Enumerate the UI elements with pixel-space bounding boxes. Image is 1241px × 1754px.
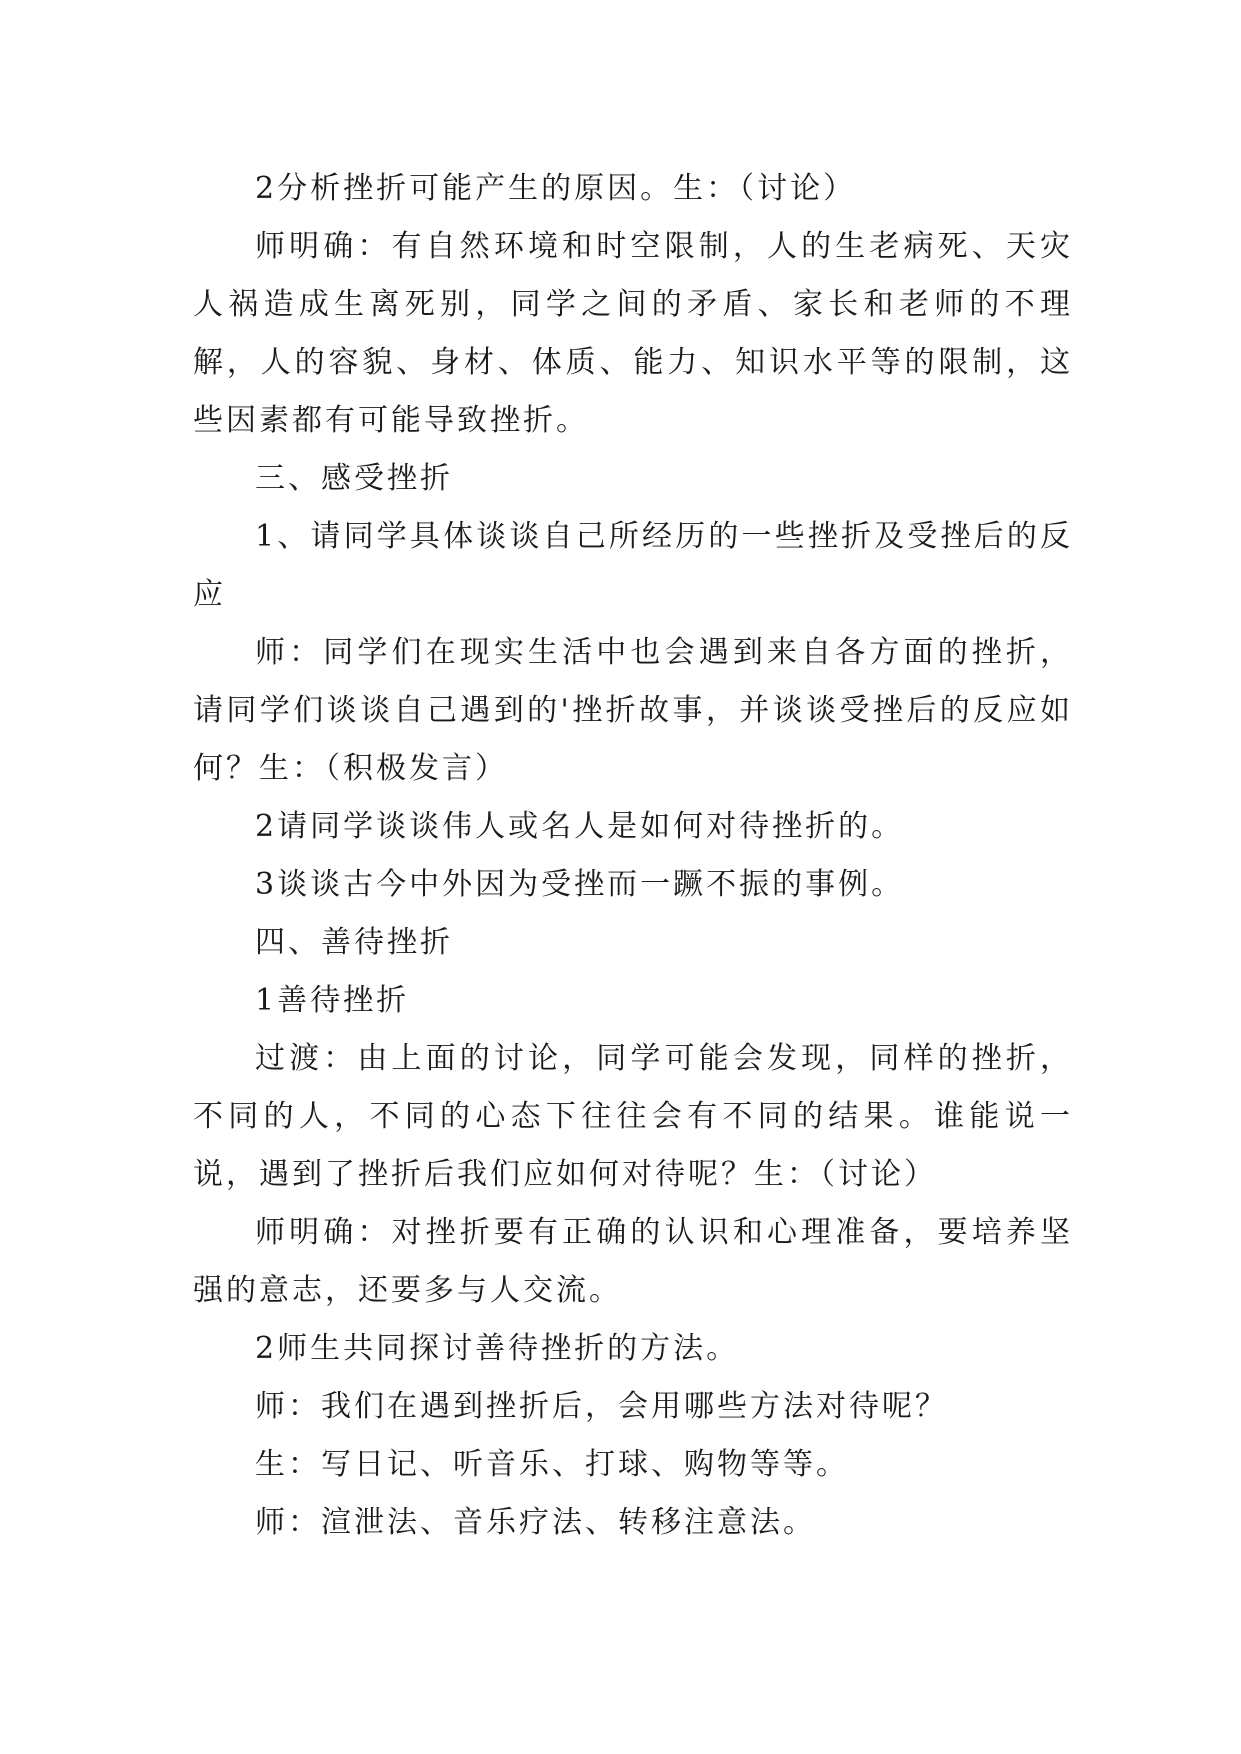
paragraph: 2师生共同探讨善待挫折的方法。 (255, 1331, 740, 1366)
section-heading: 三、感受挫折 (255, 461, 453, 496)
paragraph: 师：同学们在现实生活中也会遇到来自各方面的挫折，请同学们谈谈自己遇到的'挫折故事，并谈谈受挫后的反应如何？生：（积极发言） (193, 635, 1073, 786)
paragraph: 师：渲泄法、音乐疗法、转移注意法。 (255, 1505, 816, 1540)
paragraph: 1、请同学具体谈谈自己所经历的一些挫折及受挫后的反应 (193, 519, 1073, 612)
document-body (193, 160, 1073, 1552)
paragraph: 过渡：由上面的讨论，同学可能会发现，同样的挫折，不同的人，不同的心态下往往会有不同的结果。谁能说一说，遇到了挫折后我们应如何对待呢？生：（讨论） (193, 1041, 1073, 1192)
paragraph: 师：我们在遇到挫折后，会用哪些方法对待呢？ (255, 1389, 948, 1424)
paragraph: 生：写日记、听音乐、打球、购物等等。 (255, 1447, 849, 1482)
section-heading: 四、善待挫折 (255, 925, 453, 960)
paragraph: 师明确：对挫折要有正确的认识和心理准备，要培养坚强的意志，还要多与人交流。 (193, 1215, 1073, 1308)
paragraph: 3谈谈古今中外因为受挫而一蹶不振的事例。 (255, 867, 905, 902)
paragraph: 1善待挫折 (255, 983, 410, 1018)
paragraph: 师明确：有自然环境和时空限制，人的生老病死、天灾人祸造成生离死别，同学之间的矛盾、家长和老师的不理解，人的容貌、身材、体质、能力、知识水平等的限制，这些因素都有可能导致挫折。 (193, 229, 1073, 438)
paragraph: 2请同学谈谈伟人或名人是如何对待挫折的。 (255, 809, 905, 844)
paragraph: 2分析挫折可能产生的原因。生：（讨论） (255, 171, 857, 206)
